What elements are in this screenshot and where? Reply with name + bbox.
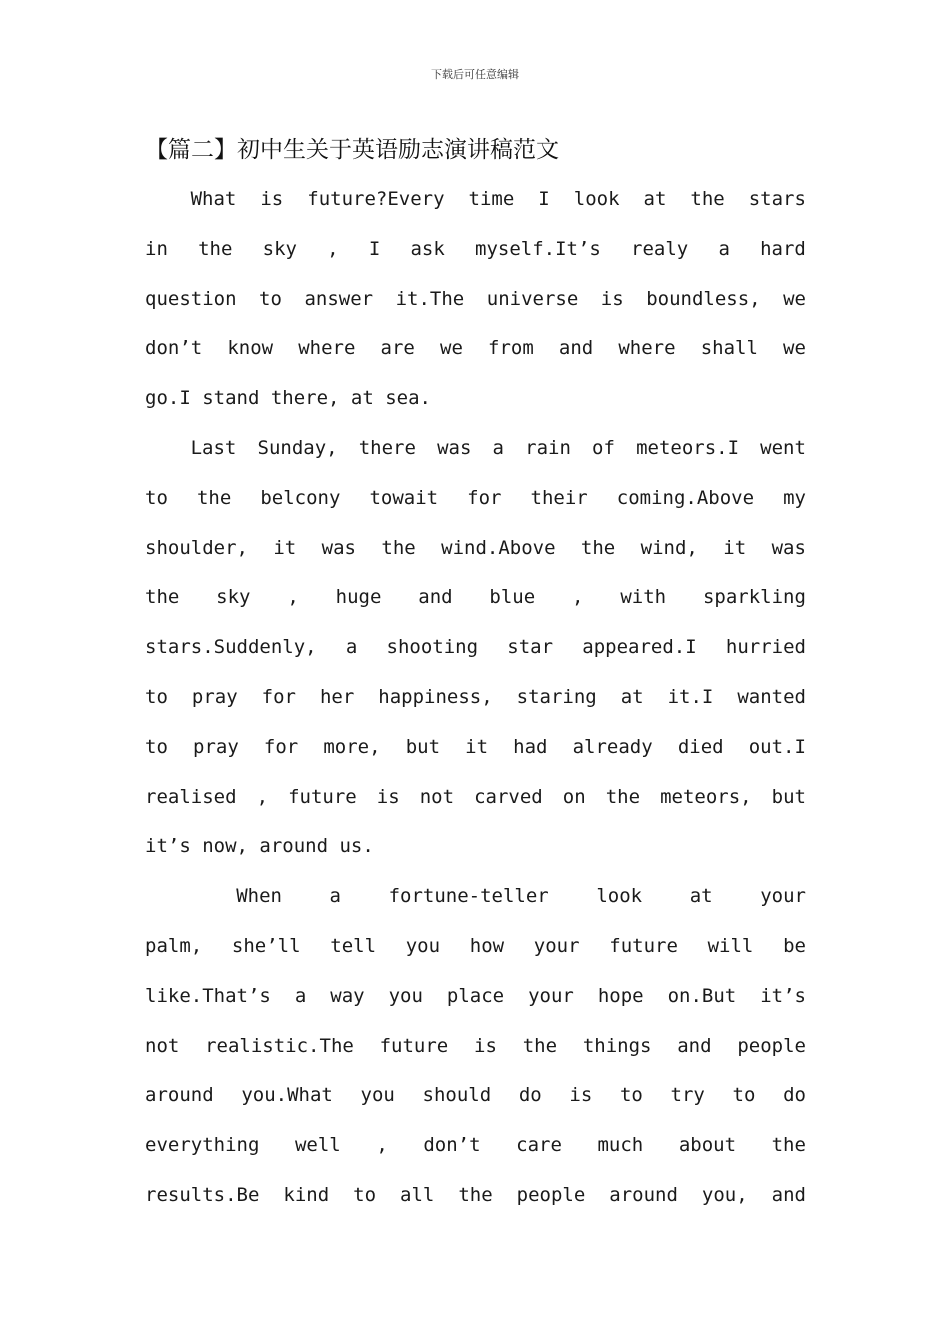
text-line: to the belcony towait for their coming.Above my <box>145 486 806 509</box>
text-line: in the sky , I ask myself.It’s realy a hard <box>145 237 806 260</box>
header-note: 下载后可任意编辑 <box>431 68 519 81</box>
text-line: it’s now, around us. <box>145 835 374 858</box>
text-line: around you.What you should do is to try to do <box>145 1084 806 1107</box>
text-line: to pray for her happiness, staring at it.I wanted <box>145 685 806 708</box>
paragraph <box>145 424 806 872</box>
essay-body <box>145 175 806 1221</box>
text-line: stars.Suddenly, a shooting star appeared.I hurried <box>145 636 806 659</box>
text-line: not realistic.The future is the things and people <box>145 1034 806 1057</box>
text-line: shoulder, it was the wind.Above the wind, it was <box>145 536 806 559</box>
page-title: 【篇二】初中生关于英语励志演讲稿范文 <box>145 137 559 163</box>
text-line: results.Be kind to all the people around you, and <box>145 1183 806 1206</box>
text-line: question to answer it.The universe is boundless, we <box>145 287 806 310</box>
text-line: go.I stand there, at sea. <box>145 387 431 410</box>
text-line: the sky , huge and blue , with sparkling <box>145 586 806 609</box>
text-line: everything well , don’t care much about the <box>145 1134 806 1157</box>
paragraph <box>145 175 806 424</box>
text-line: to pray for more, but it had already died out.I <box>145 735 806 758</box>
text-line: What is future?Every time I look at the stars <box>190 188 806 210</box>
text-line: don’t know where are we from and where shall we <box>145 337 806 360</box>
text-line: palm, she’ll tell you how your future will be <box>145 934 806 957</box>
text-line: Last Sunday, there was a rain of meteors.I went <box>190 436 806 459</box>
text-line: When a fortune-teller look at your <box>236 885 806 908</box>
text-line: realised , future is not carved on the meteors, but <box>145 785 806 808</box>
text-line: like.That’s a way you place your hope on.But it’s <box>145 984 806 1007</box>
paragraph <box>145 872 806 1221</box>
